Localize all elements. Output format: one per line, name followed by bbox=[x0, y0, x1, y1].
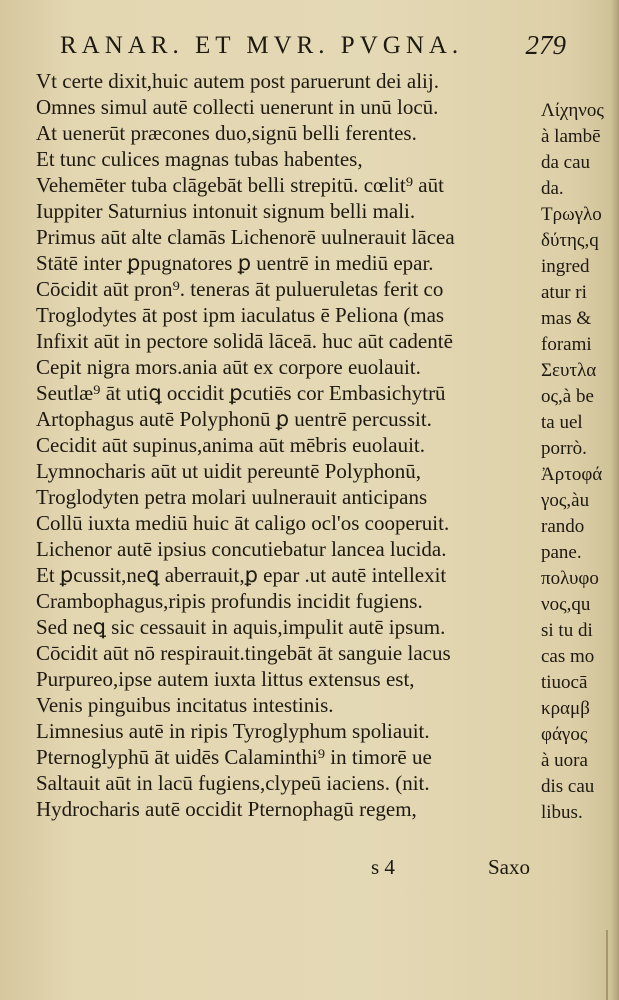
margin-gloss: si tu di bbox=[541, 620, 593, 641]
margin-gloss: ος,à be bbox=[541, 386, 594, 407]
text-line: Collū iuxta mediū huic āt caligo ocl'os cooperuit. bbox=[36, 511, 450, 535]
catchword: Saxo bbox=[488, 855, 530, 879]
text-line: Artophagus autē Polyphonū ꝑ uentrē percussit. bbox=[36, 407, 432, 431]
text-line: Primus aūt alte clamās Lichenorē uulnerauit lācea bbox=[36, 225, 455, 249]
margin-gloss: γος,àu bbox=[541, 490, 590, 511]
text-line: At uenerūt præcones duo,signū belli ferentes. bbox=[36, 121, 417, 145]
text-line: Troglodyten petra molari uulnerauit anticipans bbox=[36, 485, 428, 509]
page-number: 279 bbox=[525, 30, 566, 60]
text-line: Vt certe dixit,huic autem post paruerunt dei alij. bbox=[36, 69, 439, 93]
text-line: Crambophagus,ripis profundis incidit fugiens. bbox=[36, 589, 423, 613]
margin-gloss: cas mo bbox=[541, 646, 595, 667]
margin-gloss: Λίχηνος bbox=[541, 100, 604, 121]
text-line: Cōcidit aūt nō respirauit.tingebāt āt sanguie lacus bbox=[36, 641, 451, 665]
text-line: Seutlæ⁹ āt utiꝗ occidit ꝑcutiēs cor Embasichytrū bbox=[36, 381, 446, 405]
page-edge-shadow bbox=[611, 0, 619, 1000]
text-line: Lichenor autē ipsius concutiebatur lancea lucida. bbox=[36, 537, 447, 561]
text-line: Cōcidit aūt pron⁹. teneras āt pulueruletas ferit co bbox=[36, 277, 444, 301]
text-line: Et ꝑcussit,neꝗ aberrauit,ꝑ epar .ut autē intellexit bbox=[36, 563, 447, 587]
text-line: Iuppiter Saturnius intonuit signum belli mali. bbox=[36, 199, 416, 223]
text-line: Lymnocharis aūt ut uidit pereuntē Polyphonū, bbox=[36, 459, 421, 483]
margin-gloss: da cau bbox=[541, 152, 591, 173]
text-line: Stātē inter ꝑpugnatores ꝑ uentrē in mediū epar. bbox=[36, 251, 434, 275]
margin-gloss: porrò. bbox=[541, 438, 587, 459]
text-line: Sed neꝗ sic cessauit in aquis,impulit autē ipsum. bbox=[36, 615, 446, 639]
page-footer bbox=[36, 855, 546, 885]
margin-gloss: ingred bbox=[541, 256, 590, 277]
margin-gloss: mas & bbox=[541, 308, 592, 329]
margin-gloss: forami bbox=[541, 334, 592, 355]
margin-gloss: κραμβ bbox=[541, 698, 590, 719]
text-line: Purpureo,ipse autem iuxta littus extensus est, bbox=[36, 667, 415, 691]
text-line: Troglodytes āt post ipm iaculatus ē Peliona (mas bbox=[36, 303, 445, 327]
margin-gloss: Ἀρτοφά bbox=[541, 464, 603, 485]
margin-gloss: pane. bbox=[541, 542, 582, 563]
margin-gloss: atur ri bbox=[541, 282, 587, 303]
margin-gloss: ta uel bbox=[541, 412, 583, 433]
text-line: Cepit nigra mors.ania aūt ex corpore euolauit. bbox=[36, 355, 421, 379]
margin-gloss: Σευτλα bbox=[541, 360, 597, 381]
signature-mark: s 4 bbox=[371, 855, 395, 879]
margin-gloss: tiuocā bbox=[541, 672, 588, 693]
running-head: RANAR. ET MVR. PVGNA. bbox=[60, 32, 464, 59]
page-header bbox=[38, 30, 566, 64]
margin-gloss: δύτης,q bbox=[541, 230, 599, 251]
margin-gloss: rando bbox=[541, 516, 585, 537]
margin-gloss: νος,qu bbox=[541, 594, 591, 615]
text-line: Infixit aūt in pectore solidā lāceā. huc aūt cadentē bbox=[36, 329, 453, 353]
text-line: Hydrocharis autē occidit Pternophagū regem, bbox=[36, 797, 417, 821]
page-fold-mark bbox=[606, 930, 608, 1000]
margin-gloss: Τρωγλο bbox=[541, 204, 602, 225]
text-line: Saltauit aūt in lacū fugiens,clypeū iaciens. (nit. bbox=[36, 771, 430, 795]
margin-gloss-column bbox=[541, 98, 617, 826]
main-text-block bbox=[36, 68, 536, 822]
margin-gloss: πολυφο bbox=[541, 568, 599, 589]
text-line: Cecidit aūt supinus,anima aūt mēbris euolauit. bbox=[36, 433, 426, 457]
text-line: Vehemēter tuba clāgebāt belli strepitū. cœlit⁹ aūt bbox=[36, 173, 444, 197]
margin-gloss: libus. bbox=[541, 802, 583, 823]
margin-gloss: dis cau bbox=[541, 776, 595, 797]
margin-gloss: à uora bbox=[541, 750, 588, 771]
margin-gloss: φάγος bbox=[541, 724, 588, 745]
text-line: Venis pinguibus incitatus intestinis. bbox=[36, 693, 334, 717]
text-line: Omnes simul autē collecti uenerunt in unū locū. bbox=[36, 95, 439, 119]
text-line: Pternoglyphū āt uidēs Calaminthi⁹ in timorē ue bbox=[36, 745, 432, 769]
text-line: Et tunc culices magnas tubas habentes, bbox=[36, 147, 363, 171]
margin-gloss: à lambē bbox=[541, 126, 601, 147]
margin-gloss: da. bbox=[541, 178, 564, 199]
text-line: Limnesius autē in ripis Tyroglyphum spoliauit. bbox=[36, 719, 430, 743]
